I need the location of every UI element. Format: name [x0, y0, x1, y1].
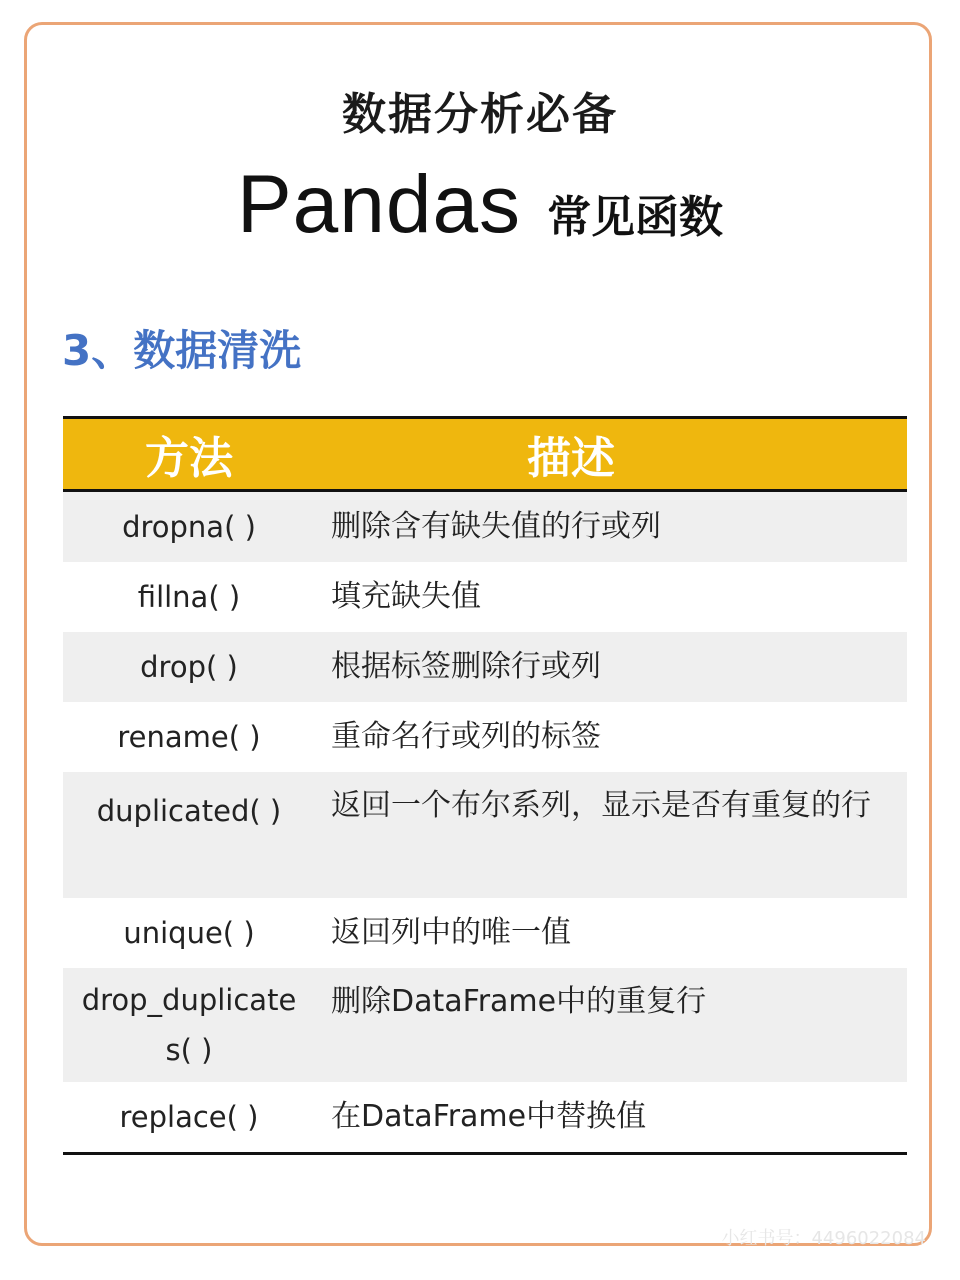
table-row [63, 968, 907, 1082]
table-row [63, 492, 907, 562]
table-row [63, 772, 907, 898]
description-cell: 返回一个布尔系列，显示是否有重复的行 [331, 788, 871, 823]
method-cell: replace( ) [119, 1100, 259, 1134]
method-cell: fillna( ) [137, 580, 241, 614]
method-cell: duplicated( ) [96, 794, 282, 828]
method-cell: dropna( ) [122, 510, 256, 544]
table-row [63, 562, 907, 632]
method-cell: rename( ) [117, 720, 261, 754]
description-cell: 返回列中的唯一值 [331, 915, 571, 950]
pandas-subtitle: 常见函数 [547, 192, 724, 243]
description-cell: 根据标签删除行或列 [331, 649, 601, 684]
table-header [63, 419, 907, 492]
description-cell: 删除DataFrame中的重复行 [331, 984, 707, 1019]
page-title: 数据分析必备 [342, 89, 618, 140]
method-cell: drop( ) [140, 650, 238, 684]
table-row [63, 1082, 907, 1152]
table-row [63, 702, 907, 772]
description-cell: 重命名行或列的标签 [331, 719, 601, 754]
method-cell: drop_duplicates( ) [81, 983, 297, 1067]
watermark-text: 小红书号：4496022084 [721, 1228, 926, 1249]
table-row [63, 632, 907, 702]
pandas-word: Pandas [236, 159, 522, 250]
pandas-heading [0, 158, 960, 252]
description-cell: 在DataFrame中替换值 [331, 1099, 647, 1134]
functions-table [63, 416, 907, 1155]
column-header-method: 方法 [145, 433, 233, 484]
method-cell: unique( ) [123, 916, 255, 950]
section-heading: 3、数据清洗 [62, 326, 302, 375]
description-cell: 填充缺失值 [331, 579, 481, 614]
table-row [63, 898, 907, 968]
description-cell: 删除含有缺失值的行或列 [331, 509, 661, 544]
column-header-description: 描述 [527, 433, 615, 484]
